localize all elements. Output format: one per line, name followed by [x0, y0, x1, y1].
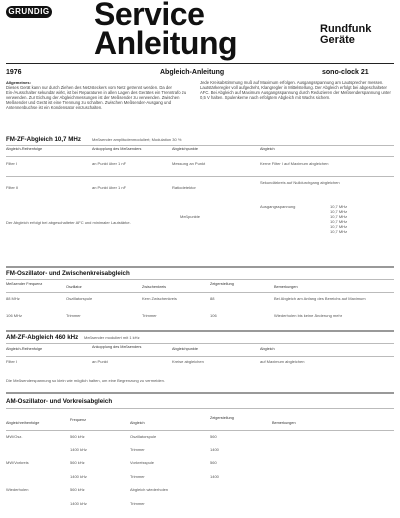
am-osc-rule	[6, 408, 394, 409]
general-text-right: Jede Kreisabstimmung muß auf Maximum erfolgen. Ausgangsspannung am Lautsprecher messen. Lautstärkeregler voll aufgedreht, Klangregler in Mittelstellung. Der Abgleich erfolgt bei abgeschalteter AFC. Bei Abgleich auf Maximum Ausgangsspannung durch Reduzieren der Meßsenderspannung unter 0,5 V halten. Spulenkerne nach erfolgtem Abgleich mit Wachs sichern.	[200, 80, 391, 100]
fm-osc-row1-osc: Oszillatorspule	[66, 296, 93, 301]
category-line-1: Rundfunk	[320, 23, 372, 35]
fm-if-row1-adjust: Kerne Filter I auf Maximum abgleichen	[260, 161, 329, 166]
model-name: sono-clock 21	[322, 69, 369, 76]
fm-if-value: 10,7 MHz	[330, 204, 348, 209]
fm-osc-heading: FM-Oszillator- und Zwischenkreisabgleich	[6, 270, 130, 277]
am-if-rule-2	[6, 356, 394, 357]
am-osc-row-freq: 560 kHz	[70, 434, 85, 439]
am-osc-row-mark: 1400	[210, 474, 219, 479]
am-osc-row-adjust: Trimmer	[130, 501, 145, 506]
am-osc-row-freq: 560 kHz	[70, 460, 85, 465]
am-osc-row-freq: 1400 kHz	[70, 474, 87, 479]
fm-osc-rule-2	[6, 292, 394, 293]
am-osc-row-mark: 560	[210, 460, 217, 465]
am-if-col2: Ankopplung des Meßsenders	[92, 345, 142, 349]
page-title	[94, 0, 238, 61]
fm-if-row2-points: Ratiodetektor	[172, 185, 196, 190]
fm-if-rule-3	[6, 176, 394, 177]
fm-osc-col1: Meßsender Frequenz	[6, 282, 43, 286]
am-if-col4: Abgleich	[260, 347, 275, 351]
fm-osc-col5: Bemerkungen	[274, 285, 298, 289]
fm-if-value: 10,7 MHz	[330, 219, 348, 224]
fm-osc-row2-mark: 106	[210, 313, 217, 318]
am-osc-row-band: MW/Osz.	[6, 434, 23, 439]
fm-osc-row2-note: Wiederholen bis keine Änderung mehr	[274, 313, 343, 318]
fm-osc-rule	[6, 279, 394, 280]
fm-if-row1-coupling: an Punkt über 1 nF	[92, 161, 127, 166]
fm-if-col1: Abgleich-Reihenfolge	[6, 147, 43, 151]
header-rule	[6, 63, 394, 64]
section-divider	[6, 266, 394, 268]
fm-if-sub-b: Meßpunkte	[180, 214, 201, 219]
doc-heading: Abgleich-Anleitung	[160, 69, 225, 76]
am-if-row-adjust: auf Maximum abgleichen	[260, 359, 305, 364]
fm-if-row2-order: Filter II	[6, 185, 19, 190]
am-if-note: Meßsender moduliert mit 1 kHz	[84, 335, 140, 340]
fm-if-col4: Abgleich	[260, 147, 275, 151]
general-text-left: Dieses Gerät kann nur durch Ziehen des Netzsteckers vom Netz getrennt werden. Da der Ein-/Ausschalter sekundär wirkt, ist bei Reparaturen in allen Lagen des Gerätes ein Trenntrafo zu verwenden. Zur Eichung der Abgleichmessungen ist der Meßsender zu verwenden. Zwischen Meßsender und Gerät ist eine Trennung zu schalten. Zwischen Meßsender-Ausgang und Antennenbuchse ist ein Kondensator einzuschalten.	[6, 85, 187, 110]
am-osc-col1: Abgleichreihenfolge	[6, 421, 40, 425]
fm-osc-col4: Zeigerstellung	[210, 282, 234, 286]
fm-osc-row1-note: Bei Abgleich am Anfang des Bereichs auf Maximum	[274, 296, 366, 301]
am-if-row-order: Filter I	[6, 359, 18, 364]
am-osc-row-adjust: Abgleich wiederholen	[130, 487, 169, 492]
am-osc-row-freq: 560 kHz	[70, 487, 85, 492]
fm-osc-col3: Zwischenkreis	[142, 285, 167, 289]
fm-if-sub-a: Ausgangsspannung	[260, 204, 296, 209]
fm-if-heading: FM-ZF-Abgleich 10,7 MHz	[6, 136, 81, 143]
general-heading: Allgemeines:	[6, 80, 31, 85]
title-line-2: Anleitung	[94, 25, 238, 61]
fm-if-value: 10,7 MHz	[330, 214, 348, 219]
am-osc-row-band: Wiederholen	[6, 487, 29, 492]
am-if-heading: AM-ZF-Abgleich 460 kHz	[6, 334, 79, 341]
am-osc-row-mark: 1400	[210, 447, 219, 452]
am-if-row-coupling: an Punkt	[92, 359, 108, 364]
am-osc-row-adjust: Vorkreisspule	[130, 460, 155, 465]
general-section	[6, 80, 192, 110]
section-divider	[6, 330, 394, 332]
am-osc-col5: Bemerkungen	[272, 421, 296, 425]
fm-osc-row2-mid: Trimmer	[142, 313, 157, 318]
am-if-row-points: Kreise abgleichen	[172, 359, 204, 364]
fm-if-row1-points: Messung an Punkt	[172, 161, 206, 166]
fm-if-footnote: Der Abgleich erfolgt bei abgeschalteter AFC und minimaler Lautstärke.	[6, 220, 131, 225]
fm-if-col2: Ankopplung des Meßsenders	[92, 147, 142, 151]
fm-osc-row1-freq: 88 MHz	[6, 296, 20, 301]
category-line-2: Geräte	[320, 34, 355, 46]
fm-osc-row2-freq: 106 MHz	[6, 313, 23, 318]
year: 1976	[6, 69, 22, 76]
fm-if-value: 10,7 MHz	[330, 209, 348, 214]
fm-if-col3: Abgleichpunkte	[172, 147, 198, 151]
am-osc-rule-2	[6, 430, 394, 431]
am-if-footnote: Die Meßsenderspannung so klein wie möglich halten, um eine Begrenzung zu vermeiden.	[6, 378, 165, 383]
am-osc-row-freq: 1400 kHz	[70, 447, 87, 452]
fm-if-row2-adjust: Sekundärkreis auf Nulldurchgang abgleichen	[260, 180, 340, 185]
am-osc-col4: Zeigerstellung	[210, 416, 234, 420]
fm-if-rule	[6, 145, 394, 146]
am-osc-row-band: MW/Vorkreis	[6, 460, 29, 465]
category-label	[320, 24, 371, 46]
fm-osc-col2: Oszillator	[66, 285, 82, 289]
fm-if-row2-coupling: an Punkt über 1 nF	[92, 185, 127, 190]
fm-if-note: Meßsender amplitudenmoduliert; Modulation 30 %	[92, 137, 182, 142]
am-if-rule	[6, 343, 394, 344]
am-osc-row-adjust: Trimmer	[130, 447, 145, 452]
am-osc-heading: AM-Oszillator- und Vorkreisabgleich	[6, 398, 113, 405]
fm-if-row1-order: Filter I	[6, 161, 18, 166]
am-if-col3: Abgleichpunkte	[172, 347, 198, 351]
fm-if-value: 10,7 MHz	[330, 229, 348, 234]
am-osc-row-adjust: Trimmer	[130, 474, 145, 479]
am-osc-col2: Frequenz	[70, 418, 87, 422]
am-osc-col3: Abgleich	[130, 421, 145, 425]
am-osc-row-freq: 1400 kHz	[70, 501, 87, 506]
fm-osc-row2-osc: Trimmer	[66, 313, 81, 318]
am-if-col1: Abgleich-Reihenfolge	[6, 347, 43, 351]
am-osc-row-adjust: Oszillatorspule	[130, 434, 157, 439]
fm-if-value: 10,7 MHz	[330, 224, 348, 229]
am-osc-row-mark: 560	[210, 434, 217, 439]
section-divider	[6, 392, 394, 394]
grundig-logo: GRUNDIG	[6, 6, 52, 18]
fm-if-rule-2	[6, 156, 394, 157]
fm-osc-row1-mid: Kern Zwischenkreis	[142, 296, 177, 301]
fm-osc-row1-mark: 88	[210, 296, 215, 301]
title-line-1: Service	[94, 0, 205, 32]
